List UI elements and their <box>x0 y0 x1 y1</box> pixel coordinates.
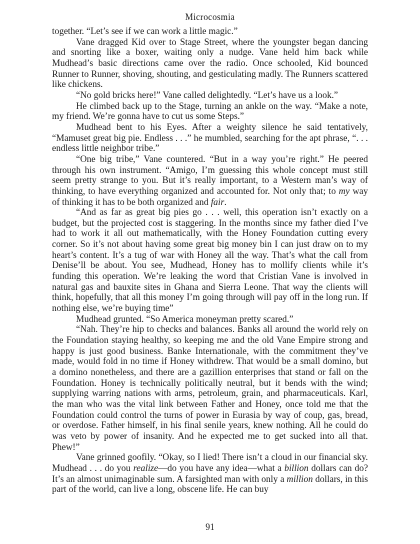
running-header: Microcosmia <box>185 12 235 22</box>
body-paragraph: “And as far as great big pies go . . . well, this operation isn’t exactly on a budget, but the projected cost is staggering. In the months since my father died I’ve had to work it all out mathematically, with the Honey Foundation cutting every corner. So it’s not about having some great big money bin I can just draw on to my heart’s content. It’s a tug of war with Honey all the way. That’s what the call from Denise’ll be about. You see, Mudhead, Honey has to mollify clients while it’s funding this operation. We’re leaking the word that Cristian Vane is involved in natural gas and bauxite sites in Ghana and Sierra Leone. That way the clients will think, hopefully, that all this money I’m going through will pay off in the long run. If nothing else, we’re buying time” <box>52 208 368 315</box>
body-paragraph: Vane dragged Kid over to Stage Street, where the youngster began dancing and snorting like a boxer, waiting only a nudge. Vane held him back while Mudhead’s basic directions came over the radio. Once schooled, Kid bounced Runner to Runner, shoving, shouting, and gesticulating madly. The Runners scattered like chickens. <box>52 37 368 91</box>
body-paragraph: together. “Let’s see if we can work a little magic.” <box>52 27 238 37</box>
body-text <box>52 27 368 496</box>
body-paragraph: Mudhead grunted. “So America moneyman pretty scared.” <box>76 314 294 325</box>
page-number: 91 <box>205 522 215 532</box>
body-paragraph: “Nah. They’re hip to checks and balances. Banks all around the world rely on the Foundation staying healthy, so keeping me and the old Vane Empire strong and happy is just good business. Banke Internationale, with the commitment they’ve made, would fold in no time if Honey withdrew. That would be a small domino, but a domino nonetheless, and there are a gazillion enterprises that stand or fall on the Foundation. Honey is technically politically neutral, but it bends with the wind; supplying warring nations with arms, petroleum, grain, and pharmaceuticals. Karl, the man who was the vital link between Father and Honey, once told me that the Foundation could control the turns of power in Eurasia by way of coup, gas, bread, or overdose. Father himself, in his final senile years, knew nothing. All he could do was veto by power of insanity. And he expected me to get sucked into all that. Phew!” <box>52 325 368 453</box>
body-paragraph: He climbed back up to the Stage, turning an ankle on the way. “Make a note, my friend. We’re gonna have to cut us some Steps.” <box>52 101 368 123</box>
body-paragraph: Vane grinned goofily. “Okay, so I lied! There isn’t a cloud in our financial sky. Mudhead . . . do you realize—do you have any idea—what a billion dollars can do? It’s an almost unimaginable sum. A farsighted man with only a million dollars, in this part of the world, can live a long, obscene life. He can buy <box>52 453 369 496</box>
body-paragraph: “One big tribe,” Vane countered. “But in a way you’re right.” He peered through his own instrument. “Amigo, I’m guessing this whole concept must still seem pretty strange to you. But it’s really important, to a Western man’s way of thinking, to have everything organized and accounted for. Not only that; to my way of thinking it has to be both organized and fair. <box>52 154 368 208</box>
body-paragraph: “No gold bricks here!” Vane called delightedly. “Let’s have us a look.” <box>76 90 338 101</box>
body-paragraph: Mudhead bent to his Eyes. After a weighty silence he said tentatively, “Mamuset great big pie. Endless . . .” he mumbled, searching for the apt phrase, “. . . endless little neighbor tribe.” <box>52 122 368 155</box>
